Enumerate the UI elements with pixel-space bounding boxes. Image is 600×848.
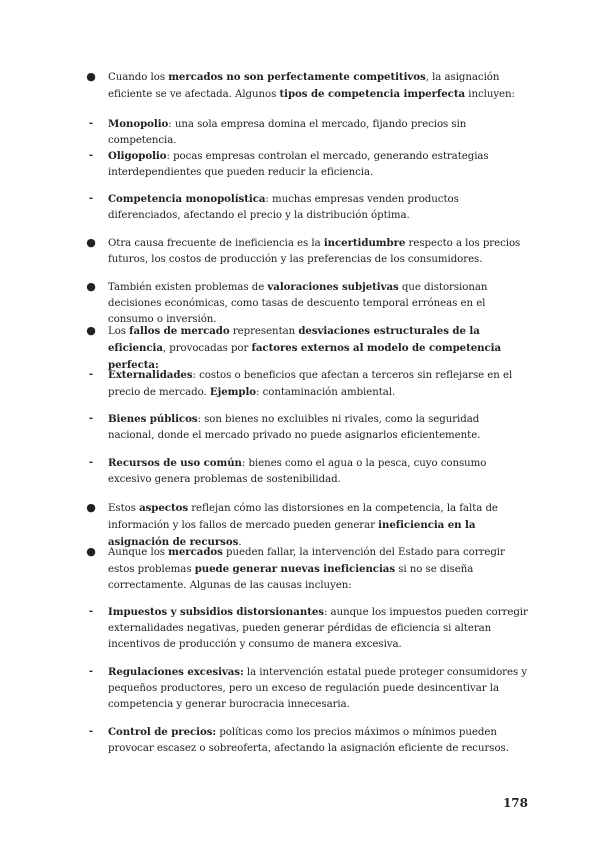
text: pueden fallar, la intervención del Estado para corregir estos problemas (108, 547, 505, 575)
dash-icon: - (88, 150, 94, 161)
text: respecto a los precios futuros, los costos de producción y las preferencias de los consumidores. (108, 238, 521, 265)
bold-text: tipos de competencia imperfecta (279, 88, 466, 100)
text: . (238, 537, 242, 548)
text: : bienes como el agua o la pesca, cuyo consumo excesivo genera problemas de sostenibilidad. (108, 458, 487, 485)
text: Los (108, 326, 130, 337)
list-item (108, 455, 528, 488)
bold-text: Regulaciones excesivas: (108, 666, 244, 678)
bold-text: Recursos de uso común (108, 457, 242, 469)
list-item (108, 664, 528, 713)
list-item (108, 191, 528, 224)
bold-text: valoraciones subjetivas (267, 281, 399, 293)
bold-text: Ejemplo (209, 386, 257, 398)
dash-icon: - (88, 193, 94, 204)
text: políticas como los precios máximos o mínimos pueden provocar escasez o sobreoferta, afectando la asignación eficiente de recursos. (108, 727, 509, 754)
bold-text: Oligopolio (108, 150, 167, 162)
text: Otra causa frecuente de ineficiencia es la (108, 238, 324, 249)
text: representan (229, 326, 299, 337)
dash-icon: - (88, 413, 94, 424)
bold-text: ineficiencia en la asignación de recursos (108, 519, 476, 548)
text: incluyen: (465, 89, 515, 100)
list-item (108, 148, 528, 181)
dash-icon: - (88, 369, 94, 380)
text: : costos o beneficios que afectan a terceros sin reflejarse en el precio de mercado. (108, 370, 513, 398)
bold-text: Externalidades (108, 369, 193, 381)
bold-text: desviaciones estructurales de la eficiencia (108, 325, 480, 354)
bullet-icon: ● (86, 545, 96, 558)
list-item (108, 116, 528, 149)
list-item (108, 367, 528, 401)
text: Aunque los (108, 547, 169, 558)
text: , provocadas por (162, 343, 252, 354)
bold-text: Competencia monopolística (108, 193, 266, 205)
dash-icon: - (88, 606, 94, 617)
bold-text: incertidumbre (323, 237, 406, 249)
text: : muchas empresas venden productos diferenciados, afectando el precio y la distribución óptima. (108, 194, 459, 221)
bold-text: Bienes públicos (108, 413, 198, 425)
bold-text: Impuestos y subsidios distorsionantes (108, 606, 324, 618)
list-item (108, 235, 528, 268)
bullet-icon: ● (86, 324, 96, 337)
list-item (108, 724, 528, 757)
text: si no se diseña correctamente. Algunas de las causas incluyen: (108, 564, 474, 591)
bold-text: Monopolio (108, 118, 169, 130)
text: Cuando los (108, 72, 169, 83)
bold-text: Control de precios: (108, 726, 217, 738)
bold-text: fallos de mercado (129, 325, 230, 337)
bullet-icon: ● (86, 70, 96, 83)
dash-icon: - (88, 457, 94, 468)
list-item (108, 69, 528, 103)
bold-text: aspectos (139, 502, 189, 514)
bold-text: mercados (168, 546, 223, 558)
list-item (108, 544, 528, 594)
dash-icon: - (88, 666, 94, 677)
text: , la asignación eficiente se ve afectada. Algunos (108, 72, 500, 100)
text: reflejan cómo las distorsiones en la competencia, la falta de información y los fallos de mercado pueden generar (108, 503, 498, 531)
page-number: 178 (502, 796, 528, 810)
text: : son bienes no excluibles ni rivales, como la seguridad nacional, donde el mercado privado no puede asignarlos eficientemente. (108, 414, 481, 441)
text: También existen problemas de (108, 282, 268, 293)
bold-text: mercados no son perfectamente competitivos (168, 71, 426, 83)
bold-text: puede generar nuevas ineficiencias (194, 563, 396, 575)
dash-icon: - (88, 118, 94, 129)
list-item (108, 279, 528, 328)
text: : pocas empresas controlan el mercado, generando estrategias interdependientes que pueden reducir la eficiencia. (108, 151, 489, 178)
bullet-icon: ● (86, 501, 96, 514)
bullet-icon: ● (86, 236, 96, 249)
text: : contaminación ambiental. (256, 387, 396, 398)
dash-icon: - (88, 726, 94, 737)
bullet-icon: ● (86, 280, 96, 293)
text: : aunque los impuestos pueden corregir externalidades negativas, pueden generar pérdidas de eficiencia si alteran incentivos de producción y consumo de manera excesiva. (108, 607, 528, 650)
text: Estos (108, 503, 140, 514)
text: la intervención estatal puede proteger consumidores y pequeños productores, pero un exceso de regulación puede desincentivar la competencia y generar burocracia innecesaria. (108, 667, 528, 710)
list-item (108, 411, 528, 444)
list-item (108, 604, 528, 653)
bold-text: factores externos al modelo de competencia perfecta: (108, 342, 502, 371)
text: que distorsionan decisiones económicas, como tasas de descuento temporal erróneas en el consumo o inversión. (108, 282, 488, 325)
text: : una sola empresa domina el mercado, fijando precios sin competencia. (108, 119, 467, 146)
